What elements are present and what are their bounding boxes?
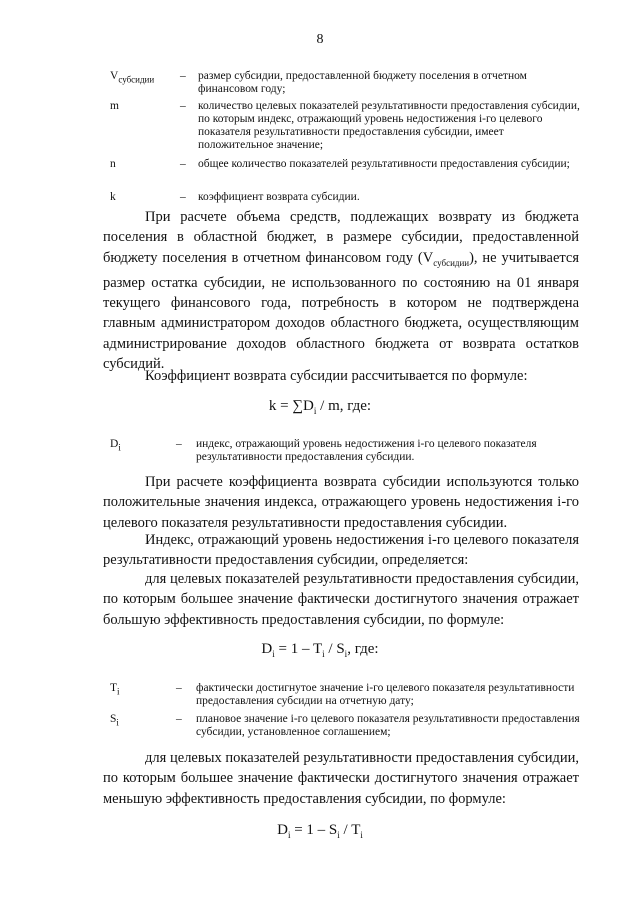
- page-number: 8: [316, 32, 324, 47]
- paragraph-positive-values: При расчете коэффициента возврата субсидии используются только положительные значения индекса, отражающего уровень недостижения i-го целевого показателя результативности предоставления субсидии.: [103, 474, 579, 531]
- definition-symbol: n: [110, 158, 116, 170]
- definition-dash: –: [180, 70, 186, 82]
- definition-dash: –: [176, 713, 182, 725]
- definition-text: коэффициент возврата субсидии.: [198, 191, 360, 203]
- definition-n: [110, 158, 580, 171]
- formula-di-greater: $D_i = 1 - T_i / S_i$, где:: [261, 641, 379, 659]
- definition-k: [110, 191, 580, 204]
- definition-symbol: $V_{субсидии}$: [110, 70, 155, 85]
- definition-m: [110, 100, 580, 152]
- formula-di-lesser: $D_i = 1 - S_i / T_i$: [277, 822, 363, 840]
- paragraph-coefficient-intro: Коэффициент возврата субсидии рассчитывается по формуле:: [145, 368, 528, 384]
- definition-ti: [110, 682, 580, 708]
- definition-text: плановое значение i-го целевого показателя результативности предоставления субсидии, установленное соглашением;: [196, 713, 580, 738]
- definition-dash: –: [180, 158, 186, 170]
- paragraph-index-definition: Индекс, отражающий уровень недостижения i-го целевого показателя результативности предоставления субсидии, определяется:: [103, 532, 579, 569]
- definition-dash: –: [176, 438, 182, 450]
- definition-text: размер субсидии, предоставленной бюджету поселения в отчетном финансовом году;: [198, 70, 527, 95]
- paragraph-case-greater-efficiency: для целевых показателей результативности предоставления субсидии, по которым большее значение фактически достигнутого значения отражает большую эффективность предоставления субсидии, по формуле:: [103, 571, 579, 628]
- paragraph-return-calculation: При расчете объема средств, подлежащих возврату из бюджета поселения в областной бюджет, в размере субсидии, предоставленной бюджету поселения в отчетном финансовом году $(V_{субсидии})$, не учитывается размер остатка субсидии, не использованного по состоянию на 01 января текущего финансового года, потребность в котором не подтверждена главным администратором доходов областного бюджета, осуществляющим администрирование доходов областного бюджета от возврата остатков субсидий.: [103, 209, 579, 372]
- definition-symbol: $D_i$: [110, 438, 121, 453]
- definition-di: [110, 438, 580, 464]
- definition-text: количество целевых показателей результативности предоставления субсидии, по которым индекс, отражающий уровень недостижения i-го целевого показателя результативности предоставления субсидии, имеет положительное значение;: [198, 100, 580, 151]
- formula-coefficient-k: $k = \sum D_i / m$, где:: [268, 398, 372, 416]
- definition-symbol: k: [110, 191, 116, 203]
- definition-dash: –: [180, 100, 186, 112]
- definition-text: фактически достигнутое значение i-го целевого показателя результативности предоставления субсидии на отчетную дату;: [196, 682, 575, 707]
- definition-text: общее количество показателей результативности предоставления субсидии;: [198, 158, 570, 170]
- definition-dash: –: [180, 191, 186, 203]
- definition-text: индекс, отражающий уровень недостижения i-го целевого показателя результативности предоставления субсидии.: [196, 438, 537, 463]
- definition-v-subsidy: [110, 70, 580, 96]
- definition-symbol: $S_i$: [110, 713, 119, 728]
- definition-symbol: $T_i$: [110, 682, 120, 697]
- definition-dash: –: [176, 682, 182, 694]
- paragraph-case-lesser-efficiency: для целевых показателей результативности предоставления субсидии, по которым большее значение фактически достигнутого значения отражает меньшую эффективность предоставления субсидии, по формуле:: [103, 750, 579, 807]
- definition-symbol: m: [110, 100, 119, 112]
- definition-si: [110, 713, 580, 739]
